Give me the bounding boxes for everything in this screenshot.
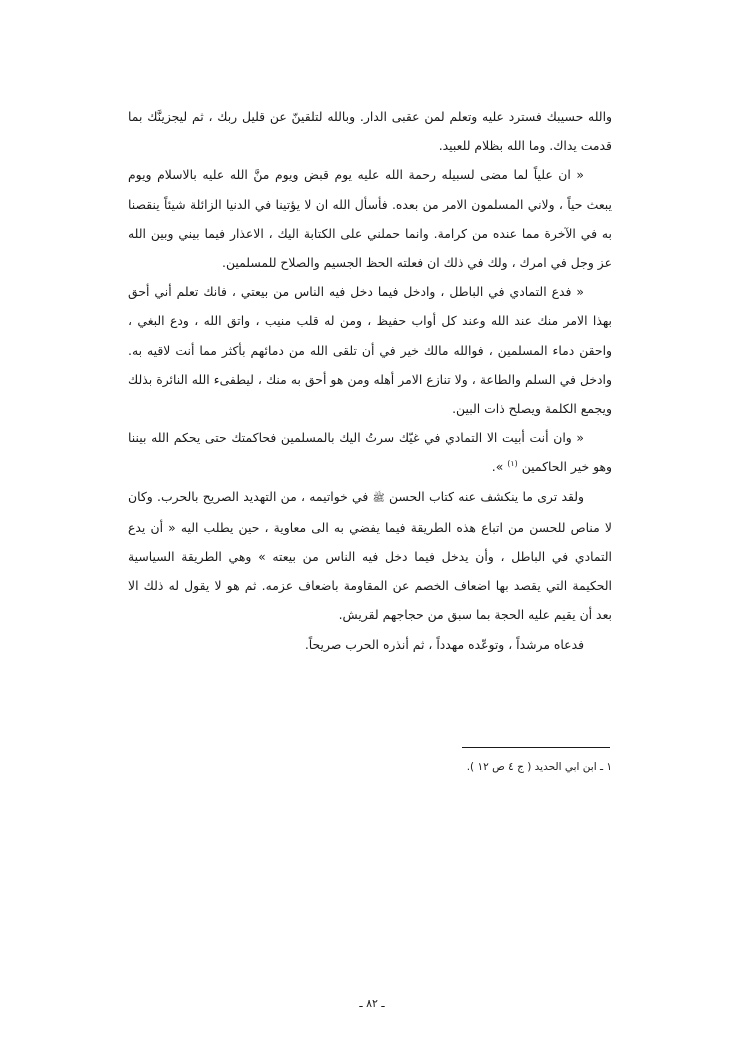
footnote-divider <box>462 747 610 748</box>
page-number: ـ ٨٢ ـ <box>359 997 385 1010</box>
footnote: ١ ـ ابن ابي الحديد ( ج ٤ ص ١٢ ). <box>466 761 612 773</box>
paragraph-1: والله حسيبك فسترد عليه وتعلم لمن عقبى الدار. وبالله لتلقينّ عن قليل ربك ، ثم ليجزينَّك بما قدمت يداك. وما الله بظلام للعبيد. <box>128 109 612 154</box>
paragraph-5-start: ولقد ترى ما ينكشف عنه كتاب الحسن <box>384 488 585 504</box>
paragraph-4 <box>128 423 612 481</box>
paragraph-5 <box>128 482 612 630</box>
paragraph-4-text: « وان أنت أبيت الا التمادي في غيّك سرتُ اليك بالمسلمين فحاكمتك حتى يحكم الله بيننا وهو خير الحاكمين <box>128 430 612 475</box>
paragraph-4-end: ». <box>491 459 508 475</box>
paragraph-5-rest: في خواتيمه ، من التهديد الصريح بالحرب. وكان لا مناص للحسن من اتباع هذه الطريقة فيما يفضي به الى معاوية ، حين يطلب اليه « أن يدع التمادي في الباطل ، وأن يدخل فيما دخل فيه الناس من بيعته » وهي الطريقة السياسية الحكيمة التي يقصد بها اضعاف الخصم عن المقاومة باضعاف عزمه. ثم هو لا يقول له ذلك الا بعد أن يقيم عليه الحجة بما سبق من حجاجهم لقريش. <box>128 488 612 623</box>
footnote-reference: (١) <box>507 459 518 469</box>
paragraph-2: « ان علياً لما مضى لسبيله رحمة الله عليه يوم قبض ويوم منَّ الله عليه بالاسلام ويوم يبعث حياً ، ولاني المسلمون الامر من بعده. فأسأل الله ان لا يؤتينا في الدنيا الزائلة شيئاً ينقصنا به في الآخرة مما عنده من كرامة. وانما حملني على الكتابة اليك ، الاعذار فيما بيني وبين الله عز وجل في امرك ، ولك في ذلك ان فعلته الحظ الجسيم والصلاح للمسلمين. <box>128 167 612 271</box>
body-text <box>128 102 612 659</box>
paragraph-6: فدعاه مرشداً ، وتوعّده مهدداً ، ثم أنذره الحرب صريحاً. <box>304 636 584 652</box>
honorific-symbol: ﷺ <box>372 492 385 504</box>
paragraph-3: « فدع التمادي في الباطل ، وادخل فيما دخل فيه الناس من بيعتي ، فانك تعلم أني أحق بهذا الامر منك عند الله وعند كل أواب حفيظ ، ومن له قلب منيب ، واتق الله ، ودع البغي ، واحقن دماء المسلمين ، فوالله مالك خير في أن تلقى الله من دمائهم بأكثر مما أنت لاقيه به. وادخل في السلم والطاعة ، ولا تنازع الامر أهله ومن هو أحق به منك ، ليطفىء الله النائرة بذلك ويجمع الكلمة ويصلح ذات البين. <box>128 284 612 417</box>
